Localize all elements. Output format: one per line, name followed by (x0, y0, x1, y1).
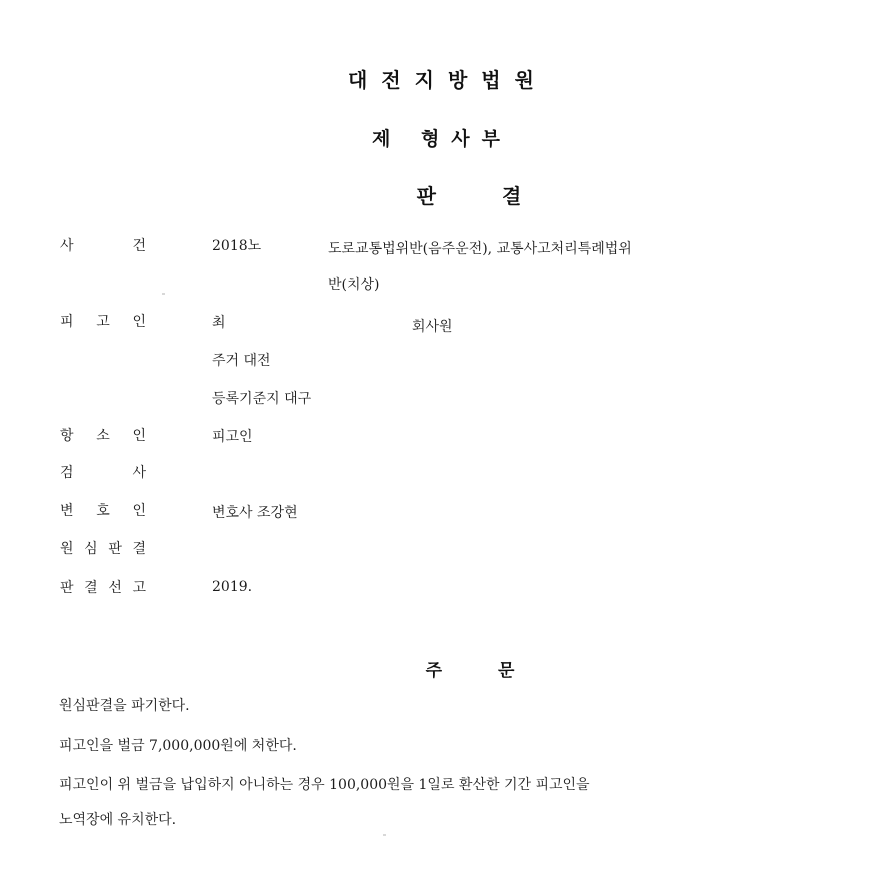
label-char: 호 (96, 503, 110, 519)
document-title: 판결 (416, 184, 588, 208)
judgment-date-label (60, 577, 146, 597)
defendant-name: 최 (212, 315, 226, 331)
label-char: 피 (60, 314, 74, 330)
label-char: 소 (96, 428, 110, 444)
case-name-line1: 도로교통법위반(음주운전), 교통사고처리특례법위 (328, 241, 632, 257)
label-char: 사 (60, 238, 74, 254)
defendant-label (60, 311, 146, 331)
counsel-label (60, 500, 146, 520)
defendant-residence: 주거 대전 (212, 353, 271, 369)
label-char: 건 (132, 238, 146, 254)
label-char: 인 (132, 428, 146, 444)
counsel-value: 변호사 조강현 (212, 505, 298, 521)
label-char: 고 (132, 580, 146, 596)
label-char: 사 (132, 465, 146, 481)
label-char: 심 (84, 541, 98, 557)
label-char: 인 (132, 503, 146, 519)
label-char: 결 (84, 580, 98, 596)
label-char: 판 (60, 580, 74, 596)
defendant-occupation: 회사원 (412, 319, 453, 335)
registered-domicile: 등록기준지 대구 (212, 391, 312, 407)
scan-speck (162, 293, 165, 295)
label-char: 인 (132, 314, 146, 330)
case-name-line2: 반(치상) (328, 277, 380, 293)
order-line-2: 피고인을 벌금 7,000,000원에 처한다. (59, 738, 297, 754)
label-char: 변 (60, 503, 74, 519)
label-char: 선 (108, 580, 122, 596)
order-line-4: 노역장에 유치한다. (59, 812, 177, 828)
judgment-date: 2019. (212, 579, 253, 595)
appellant-value: 피고인 (212, 429, 253, 445)
prosecutor-label (60, 462, 146, 482)
order-title: 주문 (425, 661, 571, 681)
division-name: 제 형사부 (371, 128, 513, 150)
court-name: 대전지방법원 (348, 68, 548, 92)
appellant-label (60, 425, 146, 445)
label-char: 판 (108, 541, 122, 557)
original-judgment-label (60, 538, 146, 558)
case-number: 2018노 (212, 238, 262, 254)
order-line-1: 원심판결을 파기한다. (59, 698, 190, 714)
case-label (60, 235, 146, 255)
label-char: 고 (96, 314, 110, 330)
label-char: 원 (60, 541, 74, 557)
label-char: 검 (60, 465, 74, 481)
label-char: 결 (132, 541, 146, 557)
label-char: 항 (60, 428, 74, 444)
scan-speck (383, 834, 386, 836)
order-line-3: 피고인이 위 벌금을 납입하지 아니하는 경우 100,000원을 1일로 환산한 기간 피고인을 (59, 777, 590, 793)
